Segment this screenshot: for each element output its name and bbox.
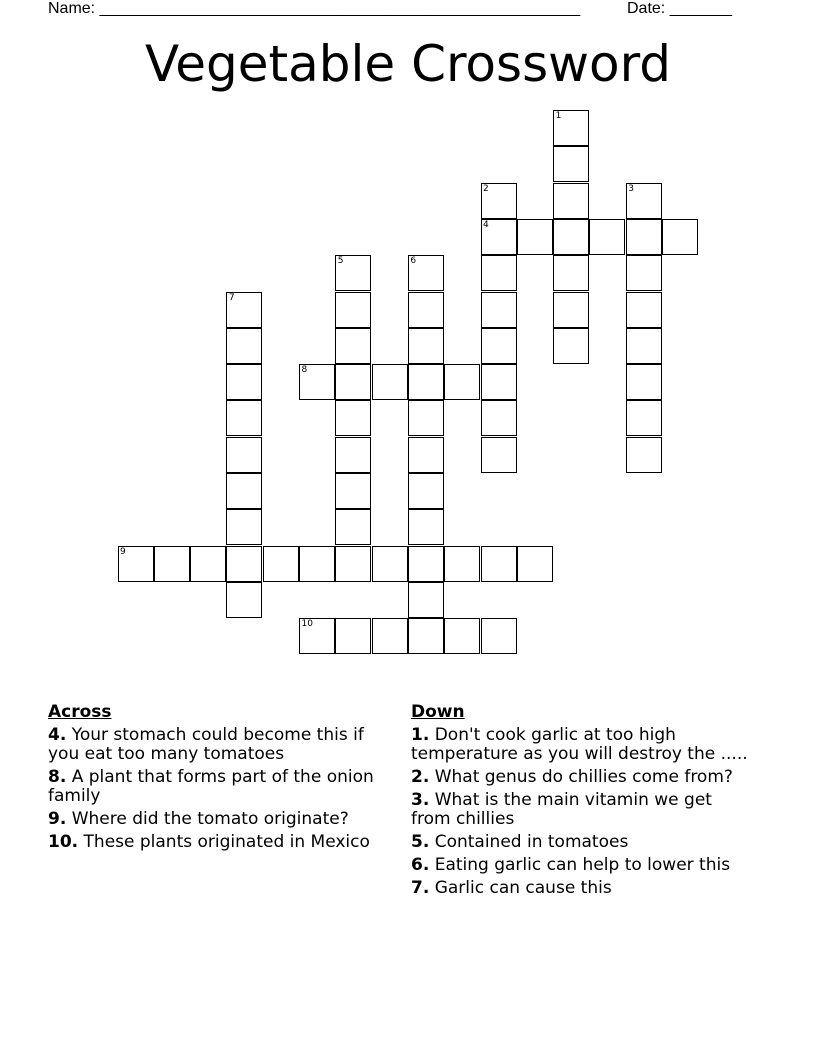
crossword-cell[interactable] xyxy=(299,364,335,400)
crossword-cell[interactable] xyxy=(553,328,589,364)
crossword-cell[interactable] xyxy=(553,292,589,328)
crossword-cell[interactable] xyxy=(408,400,444,436)
down-clues xyxy=(411,703,756,902)
crossword-cell[interactable] xyxy=(444,546,480,582)
down-heading: Down xyxy=(411,702,465,722)
crossword-cell[interactable] xyxy=(626,400,662,436)
down-clue xyxy=(411,833,756,852)
crossword-cell[interactable] xyxy=(408,328,444,364)
crossword-cell[interactable] xyxy=(154,546,190,582)
crossword-cell[interactable] xyxy=(335,255,371,291)
crossword-cell[interactable] xyxy=(408,618,444,654)
crossword-cell[interactable] xyxy=(626,183,662,219)
crossword-cell[interactable] xyxy=(408,292,444,328)
clue-number: 7 xyxy=(228,292,235,303)
clue-number: 6 xyxy=(410,256,417,267)
clue-number: 1. xyxy=(411,725,430,745)
clue-text: Your stomach could become this if you eat too many tomatoes xyxy=(48,725,364,764)
clue-number: 5. xyxy=(411,832,430,852)
crossword-cell[interactable] xyxy=(335,546,371,582)
crossword-cell[interactable] xyxy=(481,255,517,291)
crossword-cell[interactable] xyxy=(299,546,335,582)
clue-text: A plant that forms part of the onion family xyxy=(48,767,374,806)
crossword-cell[interactable] xyxy=(626,437,662,473)
crossword-cell[interactable] xyxy=(335,400,371,436)
crossword-cell[interactable] xyxy=(372,546,408,582)
crossword-cell[interactable] xyxy=(517,219,553,255)
clue-text: What is the main vitamin we get from chillies xyxy=(411,790,712,829)
clue-text: Don't cook garlic at too high temperature as you will destroy the ..... xyxy=(411,725,748,764)
clue-text: Eating garlic can help to lower this xyxy=(429,855,731,875)
clue-number: 7. xyxy=(411,878,430,898)
crossword-cell[interactable] xyxy=(408,255,444,291)
crossword-cell[interactable] xyxy=(408,473,444,509)
crossword-cell[interactable] xyxy=(408,509,444,545)
across-clue xyxy=(48,726,393,764)
crossword-cell[interactable] xyxy=(481,292,517,328)
clue-number: 2. xyxy=(411,767,430,787)
crossword-cell[interactable] xyxy=(335,473,371,509)
crossword-cell[interactable] xyxy=(517,546,553,582)
crossword-cell[interactable] xyxy=(335,437,371,473)
crossword-cell[interactable] xyxy=(263,546,299,582)
crossword-cell[interactable] xyxy=(481,364,517,400)
crossword-cell[interactable] xyxy=(299,618,335,654)
crossword-cell[interactable] xyxy=(626,255,662,291)
crossword-cell[interactable] xyxy=(626,292,662,328)
crossword-cell[interactable] xyxy=(226,582,262,618)
clue-number: 1 xyxy=(555,111,562,121)
crossword-cell[interactable] xyxy=(662,219,698,255)
across-clues xyxy=(48,703,393,856)
clue-number: 4 xyxy=(483,219,489,230)
crossword-cell[interactable] xyxy=(335,328,371,364)
crossword-cell[interactable] xyxy=(553,255,589,291)
clue-number: 5 xyxy=(337,256,344,267)
clue-text: Where did the tomato originate? xyxy=(66,809,349,829)
crossword-cell[interactable] xyxy=(226,437,262,473)
down-clue xyxy=(411,791,756,829)
clue-text: Contained in tomatoes xyxy=(429,832,629,852)
crossword-cell[interactable] xyxy=(226,509,262,545)
crossword-cell[interactable] xyxy=(553,183,589,219)
clue-text: What genus do chillies come from? xyxy=(429,767,733,787)
clue-number: 2 xyxy=(483,183,489,194)
crossword-cell[interactable] xyxy=(626,364,662,400)
crossword-cell[interactable] xyxy=(481,328,517,364)
clue-number: 10 xyxy=(301,619,313,630)
date-field-label: Date: _______ xyxy=(627,0,732,17)
crossword-cell[interactable] xyxy=(626,328,662,364)
clue-number: 8 xyxy=(301,365,308,376)
clue-text: These plants originated in Mexico xyxy=(78,832,370,852)
crossword-cell[interactable] xyxy=(408,582,444,618)
across-clue xyxy=(48,768,393,806)
crossword-cell[interactable] xyxy=(190,546,226,582)
down-clue xyxy=(411,879,756,898)
crossword-cell[interactable] xyxy=(553,219,589,255)
crossword-cell[interactable] xyxy=(481,546,517,582)
crossword-cell[interactable] xyxy=(118,546,154,582)
down-clue xyxy=(411,768,756,787)
name-field-label: Name: ______________________________________________________ xyxy=(48,0,581,17)
clue-number: 3 xyxy=(628,183,634,194)
clue-number: 4. xyxy=(48,725,67,745)
crossword-cell[interactable] xyxy=(481,219,517,255)
crossword-cell[interactable] xyxy=(481,183,517,219)
clue-number: 10. xyxy=(48,832,79,852)
crossword-cell[interactable] xyxy=(408,437,444,473)
clue-number: 9. xyxy=(48,809,67,829)
crossword-cell[interactable] xyxy=(226,364,262,400)
down-clue xyxy=(411,726,756,764)
crossword-cell[interactable] xyxy=(481,400,517,436)
crossword-cell[interactable] xyxy=(626,219,662,255)
crossword-cell[interactable] xyxy=(372,364,408,400)
crossword-cell[interactable] xyxy=(226,473,262,509)
crossword-cell[interactable] xyxy=(335,364,371,400)
clue-number: 8. xyxy=(48,767,67,787)
crossword-cell[interactable] xyxy=(335,509,371,545)
crossword-cell[interactable] xyxy=(408,364,444,400)
across-heading: Across xyxy=(48,702,112,722)
clue-text: Garlic can cause this xyxy=(429,878,612,898)
page-title: Vegetable Crossword xyxy=(144,35,672,93)
crossword-cell[interactable] xyxy=(408,546,444,582)
down-clue xyxy=(411,856,756,875)
crossword-cell[interactable] xyxy=(589,219,625,255)
crossword-cell[interactable] xyxy=(481,618,517,654)
crossword-cell[interactable] xyxy=(226,400,262,436)
clue-number: 3. xyxy=(411,790,430,810)
across-clue xyxy=(48,810,393,829)
across-clue xyxy=(48,833,393,852)
crossword-cell[interactable] xyxy=(226,546,262,582)
crossword-cell[interactable] xyxy=(335,292,371,328)
crossword-cell[interactable] xyxy=(553,110,589,146)
crossword-cell[interactable] xyxy=(444,618,480,654)
crossword-cell[interactable] xyxy=(226,292,262,328)
crossword-cell[interactable] xyxy=(553,146,589,182)
crossword-cell[interactable] xyxy=(372,618,408,654)
crossword-cell[interactable] xyxy=(226,328,262,364)
clue-number: 6. xyxy=(411,855,430,875)
clue-number: 9 xyxy=(120,546,126,557)
crossword-cell[interactable] xyxy=(335,618,371,654)
crossword-cell[interactable] xyxy=(481,437,517,473)
crossword-cell[interactable] xyxy=(444,364,480,400)
